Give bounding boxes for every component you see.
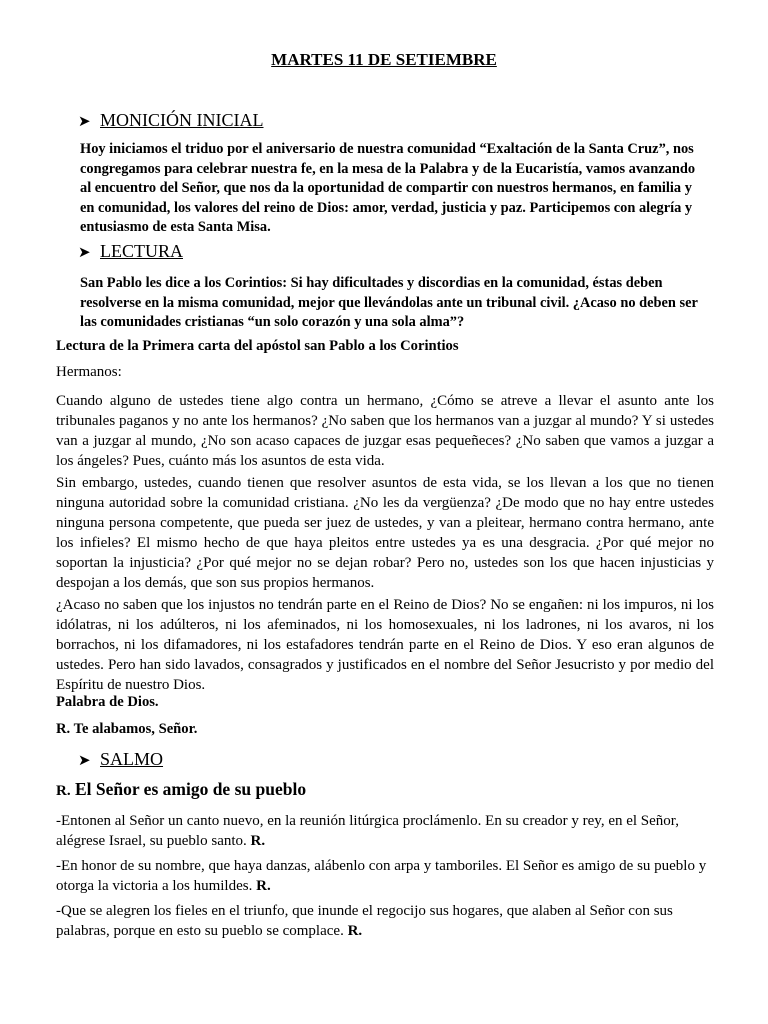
psalm-refrain xyxy=(56,779,306,800)
heading-label: LECTURA xyxy=(100,241,183,261)
heading-label: SALMO xyxy=(100,749,164,769)
reading-response: R. Te alabamos, Señor. xyxy=(56,721,198,737)
lectura-intro: San Pablo les dice a los Corintios: Si hay dificultades y discordias en la comunidad, éstas deben resolverse en la misma comunidad, mejor que llevándolas ante un tribunal civil. ¿Acaso no deben ser las comunidades cristianas “un solo corazón y una sola alma”? xyxy=(80,275,698,330)
reading-paragraph: ¿Acaso no saben que los injustos no tendrán parte en el Reino de Dios? No se engañen: ni los impuros, ni los idólatras, ni los adúlteros, ni los afeminados, ni los homosexuales, ni los ladrones, ni los avaros, ni los borrachos, ni los difamadores, ni los estafadores tendrán parte en el Reino de Dios. Y eso eran algunos de ustedes. Pero han sido lavados, consagrados y justificados en el nombre del Señor Jesucristo y por medio del Espíritu de nuestro Dios. xyxy=(56,597,714,693)
page-title: MARTES 11 DE SETIEMBRE xyxy=(271,50,497,69)
arrow-bullet-icon: ➤ xyxy=(78,114,91,130)
verse-response-marker: R. xyxy=(250,833,266,849)
psalm-verse xyxy=(56,856,714,896)
arrow-bullet-icon: ➤ xyxy=(78,753,91,769)
psalm-verse xyxy=(56,901,714,941)
psalm-verse xyxy=(56,811,714,851)
verse-response-marker: R. xyxy=(347,923,363,939)
arrow-bullet-icon: ➤ xyxy=(78,245,91,261)
verse-text: -Entonen al Señor un canto nuevo, en la reunión litúrgica proclámenlo. En su creador y rey, en el Señor, alégrese Israel, su pueblo santo. xyxy=(56,813,679,849)
verse-text: -Que se alegren los fieles en el triunfo, que inunde el regocijo sus hogares, que alaben al Señor con sus palabras, porque en esto su pueblo se complace. xyxy=(56,903,673,939)
verse-text: -En honor de su nombre, que haya danzas, alábenlo con arpa y tamboriles. El Señor es amigo de su pueblo y otorga la victoria a los humildes. xyxy=(56,858,707,894)
refrain-r-marker: R. xyxy=(56,783,71,799)
refrain-text: El Señor es amigo de su pueblo xyxy=(74,779,307,799)
monicion-text: Hoy iniciamos el triduo por el aniversario de nuestra comunidad “Exaltación de la Santa Cruz”, nos congregamos para celebrar nuestra fe, en la mesa de la Palabra y de la Eucaristía, vamos avanzando al encuentro del Señor, que nos da la oportunidad de compartir con nuestros hermanos, en familia y en comunidad, los valores del reino de Dios: amor, verdad, justicia y paz. Participemos con alegría y entusiasmo de esta Santa Misa. xyxy=(80,141,696,235)
heading-label: MONICIÓN INICIAL xyxy=(100,110,264,130)
reading-closing: Palabra de Dios. xyxy=(56,694,159,710)
section-heading-lectura xyxy=(78,241,183,262)
reading-title: Lectura de la Primera carta del apóstol san Pablo a los Corintios xyxy=(56,338,459,354)
reading-paragraph: Cuando alguno de ustedes tiene algo contra un hermano, ¿Cómo se atreve a llevar el asunto ante los tribunales paganos y no ante los hermanos? ¿No saben que los hermanos van a juzgar al mundo? Y si ustedes van a juzgar al mundo, ¿No son acaso capaces de juzgar esas pequeñeces? ¿No saben que vamos a juzgar a los ángeles? Pues, cuánto más los asuntos de esta vida. xyxy=(56,393,714,469)
section-heading-monicion xyxy=(78,110,263,131)
reading-paragraph: Sin embargo, ustedes, cuando tienen que resolver asuntos de esta vida, se los llevan a los que no tienen ninguna autoridad sobre la comunidad cristiana. ¿No les da vergüenza? ¿De modo que no hay entre ustedes ninguna persona competente, que pueda ser juez de ustedes, y van a pleitear, hermano contra hermano, ante los infieles? El mismo hecho de que haya pleitos entre ustedes ya es una desgracia. ¿Por qué mejor no soportan la injusticia? ¿Por qué mejor no se dejan robar? Pero no, ustedes son los que hacen injusticias y despojan a los demás, que son sus propios hermanos. xyxy=(56,475,714,591)
verse-response-marker: R. xyxy=(256,878,271,894)
section-heading-salmo xyxy=(78,749,163,770)
reading-greeting: Hermanos: xyxy=(56,364,122,380)
